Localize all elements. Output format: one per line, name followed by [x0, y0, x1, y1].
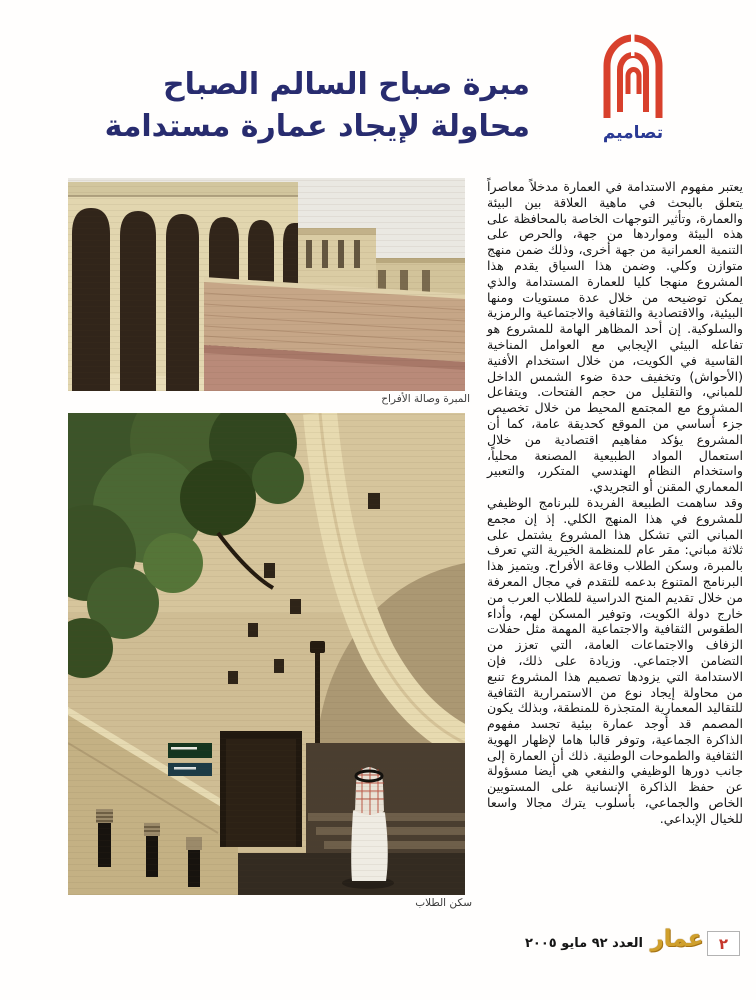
photo-caption-mabarra: المبرة وصالة الأفراح: [381, 393, 470, 405]
photo-caption-student-housing: سكن الطلاب: [415, 897, 472, 909]
title-line-2: محاولة لإيجاد عمارة مستدامة: [104, 109, 530, 144]
photo-student-housing: [68, 413, 465, 895]
photo-mabarra-hall: [68, 178, 465, 391]
article-title: [105, 64, 530, 148]
issue-info: العدد ٩٢ مايو ٢٠٠٥: [524, 936, 643, 951]
article-paragraph-2: وقد ساهمت الطبيعة الفريدة للبرنامج الوظيفي للمشروع في هذا المنهج الكلي. إذ إن مجمع المباني التي تشكل هذا المشروع يشتمل على ثلاثة مباني: مقر عام للمنظمة الخيرية التي تعرف بالمبرة، وسكن الطلاب وقاعة الأفراح. ويتميز هذا البرنامج المتنوع بدعمه للتقدم في مجال المعرفة من خلال تقديم المنح الدراسية للطلاب العرب من خارج دولة الكويت، وتوفير المسكن لهم، وأداء الطقوس الثقافية والاجتماعية المهمة مثل حفلات الزفاف والاجتماعات العامة، التي تعزز من التضامن الاجتماعي. وزيادة على ذلك، فإن الاستدامة التي يزودها تصميم هذا المشروع تنبع من محاولة إيجاد نوع من الاستمرارية الثقافية للتقاليد المعمارية المتجذرة للمنطقة، وبذلك يكون المصمم قد أوجد عمارة بيئية تجسد مفهوم الذاكرة الجماعية، وتوفر قالبا هاما لإظهار الهوية الثقافية والطموحات الوطنية. ذلك أن العمارة إلى جانب دورها الوظيفي والنفعي هي أيضا مسؤولة عن حفظ الذاكرة الإنسانية على المستويين الخاص والجماعي، بأسلوب يترك مجالا واسعا للخيال الإبداعي.: [487, 494, 743, 826]
photo-mabarra-illustration: [68, 178, 465, 391]
section-logo-label: تصاميم: [602, 123, 664, 143]
arch-logo-icon: [599, 30, 667, 118]
article-body: [487, 179, 743, 827]
article-paragraph-1: يعتبر مفهوم الاستدامة في العمارة مدخلاً معاصراً يتعلق بالبحث في ماهية العلاقة بين البيئة والعمارة، وتأثير التوجهات الخاصة بالمحافظة على هذه البيئة ومواردها من جهة، والحرص على التنمية العمرانية من جهة أخرى، وذلك ضمن منهج متوازن وكلي. وضمن هذا السياق يقدم هذا المشروع منهجا كليا للعمارة المستدامة والذي يمكن توضيحه من خلال عدة مستويات ومنها البيئية، والاقتصادية والثقافية والاجتماعية والرمزية والسلوكية. إن أحد المظاهر الهامة للمشروع هو تفاعله البيئي الإيجابي مع العوامل المناخية القاسية في الكويت، من خلال استخدام الأفنية (الأحواش) وتخفيف حدة ضوء الشمس الداخل للمباني، والتقليل من حجم الفتحات. ويتفاعل المشروع مع المجتمع المحيط من خلال تخصيص جزء أساسي من الموقع كحديقة عامة، كما أن المشروع يؤكد مفاهيم اقتصادية من خلال استعمال المواد الطبيعية المصنعة محلياً، واستخدام النظام الهندسي المتكرر، والتعبير المعماري المقنن أو التجريدي.: [487, 179, 743, 495]
section-logo: [590, 30, 676, 143]
title-line-1: مبرة صباح السالم الصباح: [162, 67, 530, 102]
page-number: ٢: [718, 934, 729, 953]
page-number-box: [707, 931, 740, 956]
photo-student-housing-illustration: [68, 413, 465, 895]
magazine-logo: عمار: [650, 926, 704, 952]
